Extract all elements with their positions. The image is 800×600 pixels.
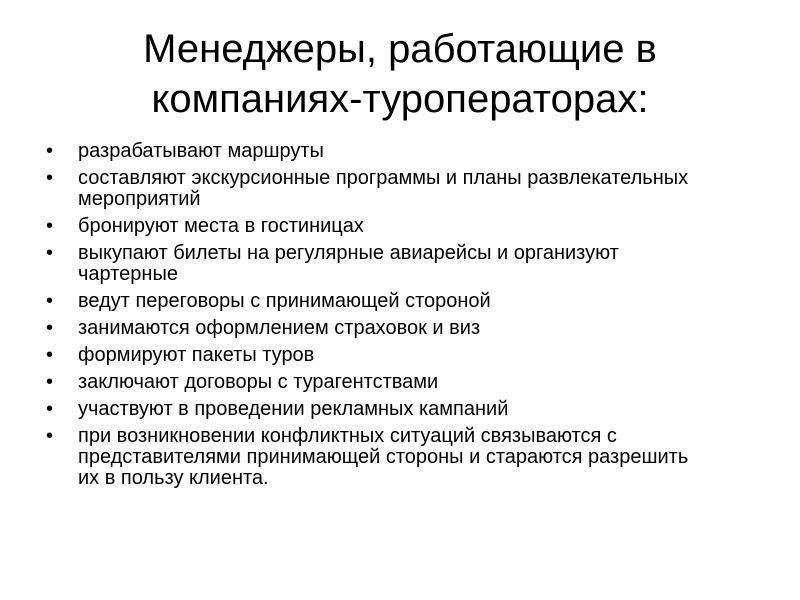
slide-title-line-1: Менеджеры, работающие в	[143, 27, 657, 71]
bullet-item	[40, 399, 700, 420]
bullet-text: занимаются оформлением страховок и виз	[78, 317, 481, 339]
bullet-list	[40, 141, 700, 495]
bullet-text: заключают договоры с турагентствами	[78, 371, 439, 393]
bullet-text: выкупают билеты на регулярные авиарейсы и организуют чартерные	[78, 242, 619, 285]
bullet-dot-icon: •	[46, 167, 54, 189]
bullet-item	[40, 141, 700, 162]
bullet-dot-icon: •	[46, 290, 54, 312]
bullet-text: бронируют места в гостиницах	[78, 215, 364, 237]
bullet-dot-icon: •	[46, 215, 54, 237]
bullet-item	[40, 318, 700, 339]
bullet-dot-icon: •	[46, 425, 54, 447]
slide-title-line-2: компаниях-туроператорах:	[151, 77, 649, 121]
bullet-text: составляют экскурсионные программы и планы развлекательных мероприятий	[78, 167, 689, 210]
bullet-item	[40, 291, 700, 312]
bullet-dot-icon: •	[46, 398, 54, 420]
bullet-dot-icon: •	[46, 140, 54, 162]
bullet-item	[40, 243, 700, 285]
bullet-dot-icon: •	[46, 242, 54, 264]
bullet-text: разрабатывают маршруты	[78, 140, 324, 162]
slide-title	[40, 24, 760, 124]
bullet-dot-icon: •	[46, 371, 54, 393]
bullet-item	[40, 372, 700, 393]
bullet-text: ведут переговоры с принимающей стороной	[78, 290, 491, 312]
bullet-item	[40, 216, 700, 237]
bullet-dot-icon: •	[46, 317, 54, 339]
bullet-text: при возникновении конфликтных ситуаций связываются с представителями принимающей стороны и стараются разрешить их в пользу клиента.	[78, 425, 689, 489]
bullet-item	[40, 345, 700, 366]
bullet-item	[40, 168, 700, 210]
bullet-text: участвуют в проведении рекламных кампаний	[78, 398, 509, 420]
bullet-item	[40, 426, 700, 489]
bullet-text: формируют пакеты туров	[78, 344, 315, 366]
bullet-dot-icon: •	[46, 344, 54, 366]
